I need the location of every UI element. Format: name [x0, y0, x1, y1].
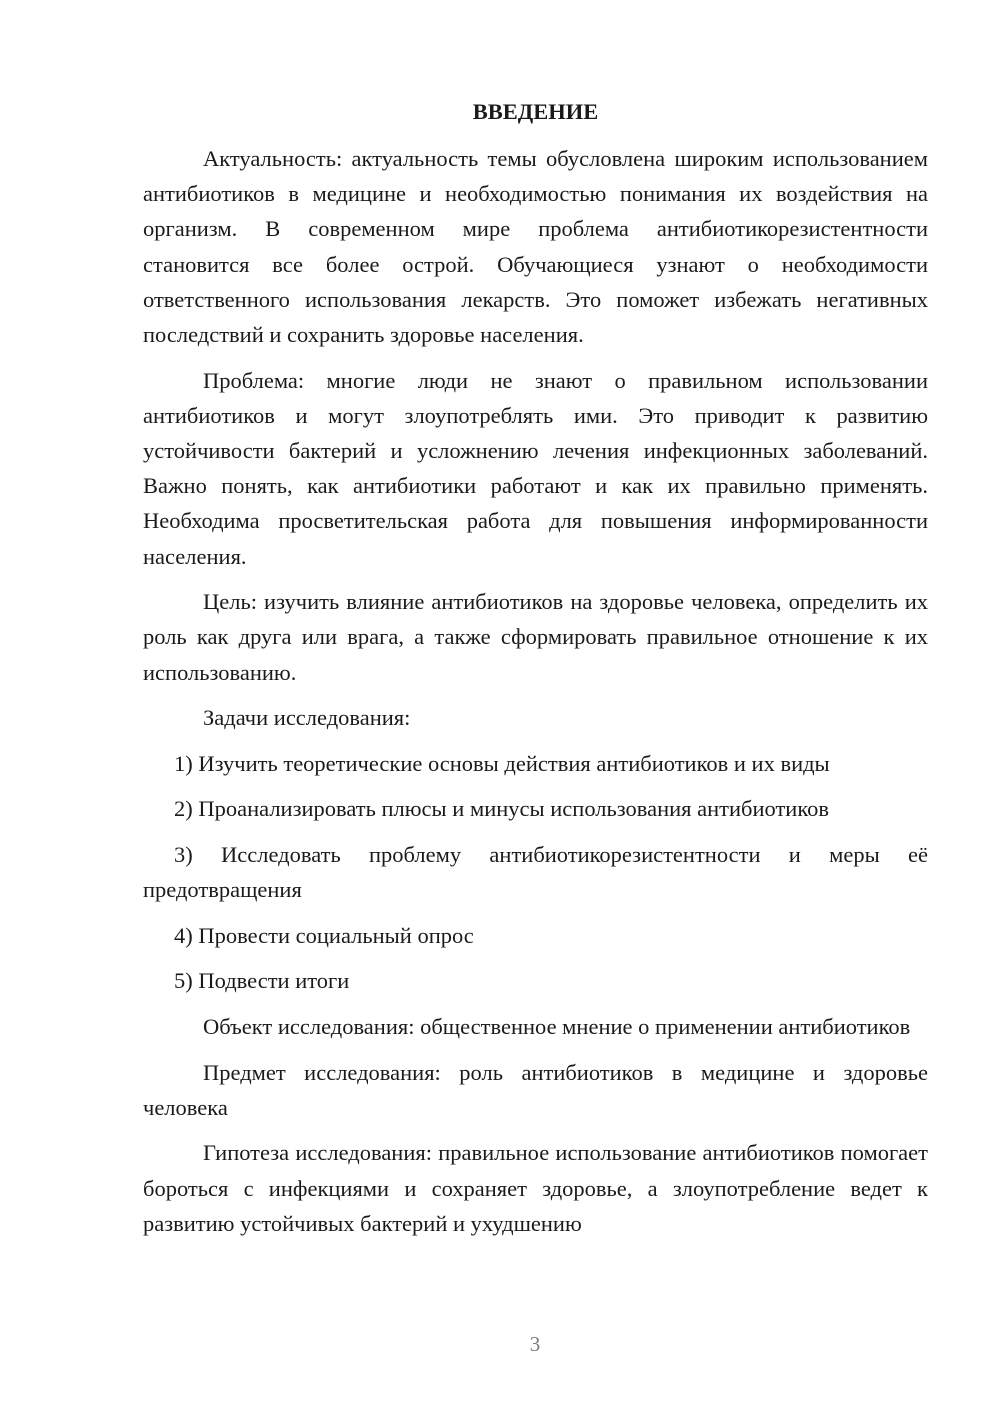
paragraph-object: Объект исследования: общественное мнение о применении антибиотиков: [203, 1013, 911, 1039]
paragraph-relevance: Актуальность: актуальность темы обусловлена широким использованием антибиотиков в медицине и необходимостью понимания их воздействия на организм. В современном мире проблема антибиотикорезистентности становится все более острой. Обучающиеся узнают о необходимости ответственного использования лекарств. Это поможет избежать негативных последствий и сохранить здоровье населения.: [143, 146, 928, 348]
tasks-heading: Задачи исследования:: [203, 705, 411, 731]
page-title: ВВЕДЕНИЕ: [472, 99, 599, 124]
tasks-list: [143, 746, 928, 999]
page-number: 3: [529, 1332, 541, 1356]
list-item: 5) Подвести итоги: [174, 968, 350, 994]
list-item: 1) Изучить теоретические основы действия антибиотиков и их виды: [174, 750, 830, 776]
paragraph-subject: Предмет исследования: роль антибиотиков в медицине и здоровье человека: [143, 1059, 928, 1120]
paragraph-goal: Цель: изучить влияние антибиотиков на здоровье человека, определить их роль как друга или врага, а также сформировать правильное отношение к их использованию.: [143, 589, 928, 685]
list-item: 4) Провести социальный опрос: [174, 922, 474, 948]
list-item: 3) Исследовать проблему антибиотикорезистентности и меры её предотвращения: [143, 842, 928, 903]
list-item: 2) Проанализировать плюсы и минусы использования антибиотиков: [174, 796, 830, 822]
page-content: [143, 93, 928, 1251]
paragraph-problem: Проблема: многие люди не знают о правильном использовании антибиотиков и могут злоупотреблять ими. Это приводит к развитию устойчивости бактерий и усложнению лечения инфекционных заболеваний. Важно понять, как антибиотики работают и как их правильно применять. Необходима просветительская работа для повышения информированности населения.: [143, 367, 928, 569]
paragraph-hypothesis: Гипотеза исследования: правильное использование антибиотиков помогает бороться с инфекциями и сохраняет здоровье, а злоупотребление ведет к развитию устойчивых бактерий и ухудшению: [143, 1140, 928, 1236]
